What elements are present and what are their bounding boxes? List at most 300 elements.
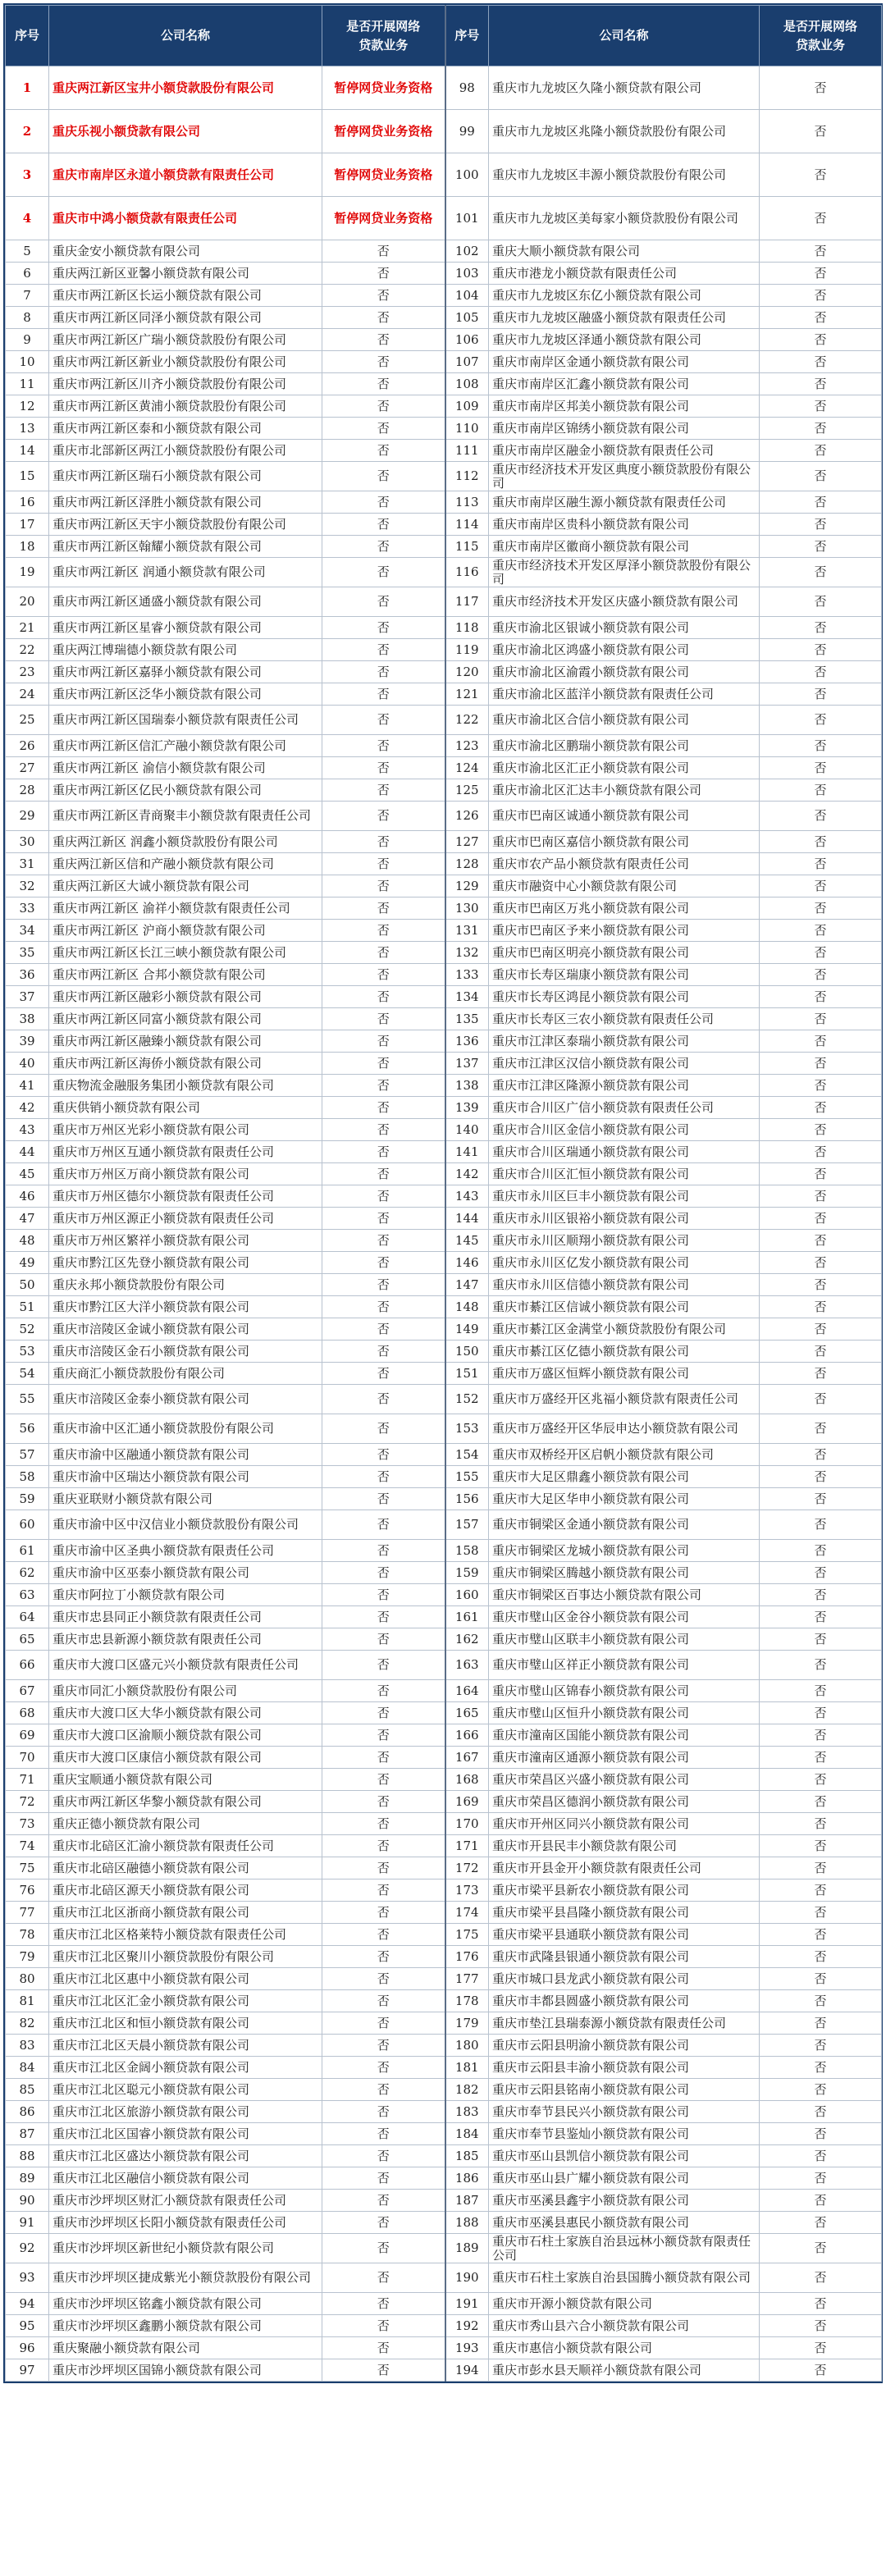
left-company-name-cell: 重庆正德小额贷款有限公司: [49, 1813, 322, 1835]
right-seq-cell: 105: [445, 307, 489, 329]
left-company-name-cell: 重庆市黔江区大洋小额贷款有限公司: [49, 1296, 322, 1318]
right-seq-cell: 107: [445, 351, 489, 373]
right-seq-cell: 185: [445, 2145, 489, 2167]
left-status-cell: 暂停网贷业务资格: [322, 110, 445, 153]
table-row: [6, 1606, 882, 1628]
right-company-name-cell: 重庆市云阳县丰渝小额贷款有限公司: [489, 2057, 760, 2079]
right-company-name-cell: 重庆市綦江区金满堂小额贷款股份有限公司: [489, 1318, 760, 1341]
right-status-cell: 否: [760, 1185, 882, 1208]
right-seq-cell: 152: [445, 1385, 489, 1414]
right-company-name-cell: 重庆市梁平县昌隆小额贷款有限公司: [489, 1902, 760, 1924]
right-seq-cell: 177: [445, 1968, 489, 1990]
right-status-cell: 否: [760, 1606, 882, 1628]
left-company-name-cell: 重庆市江北区盛达小额贷款有限公司: [49, 2145, 322, 2167]
left-seq-cell: 20: [6, 587, 49, 617]
left-status-cell: 否: [322, 757, 445, 779]
table-row: [6, 1141, 882, 1163]
left-status-cell: 否: [322, 558, 445, 587]
left-status-cell: 否: [322, 1341, 445, 1363]
right-seq-cell: 159: [445, 1562, 489, 1584]
table-row: [6, 661, 882, 683]
table-row: [6, 1119, 882, 1141]
right-company-name-cell: 重庆市九龙坡区久隆小额贷款有限公司: [489, 66, 760, 110]
left-seq-cell: 43: [6, 1119, 49, 1141]
right-status-cell: 否: [760, 1628, 882, 1651]
right-status-cell: 否: [760, 1163, 882, 1185]
table-row: [6, 66, 882, 110]
left-seq-cell: 96: [6, 2337, 49, 2359]
left-company-name-cell: 重庆市北碚区融德小额贷款有限公司: [49, 1857, 322, 1879]
left-seq-cell: 55: [6, 1385, 49, 1414]
left-seq-cell: 89: [6, 2167, 49, 2190]
right-status-cell: 否: [760, 2315, 882, 2337]
right-seq-cell: 179: [445, 2012, 489, 2035]
right-seq-cell: 192: [445, 2315, 489, 2337]
right-seq-cell: 178: [445, 1990, 489, 2012]
left-seq-cell: 68: [6, 1702, 49, 1724]
left-company-name-cell: 重庆两江新区亚馨小额贷款有限公司: [49, 263, 322, 285]
right-company-name-cell: 重庆市南岸区锦绣小额贷款有限公司: [489, 418, 760, 440]
table-row: [6, 1296, 882, 1318]
left-company-name-cell: 重庆市两江新区星睿小额贷款有限公司: [49, 617, 322, 639]
right-company-name-cell: 重庆市铜梁区金通小额贷款有限公司: [489, 1510, 760, 1540]
table-row: [6, 153, 882, 197]
left-seq-cell: 10: [6, 351, 49, 373]
left-company-name-cell: 重庆市江北区聚川小额贷款股份有限公司: [49, 1946, 322, 1968]
table-row: [6, 1488, 882, 1510]
right-seq-cell: 191: [445, 2293, 489, 2315]
table-row: [6, 706, 882, 735]
left-seq-cell: 80: [6, 1968, 49, 1990]
table-row: [6, 1791, 882, 1813]
table-row: [6, 2145, 882, 2167]
right-company-name-cell: 重庆市巴南区予来小额贷款有限公司: [489, 920, 760, 942]
right-company-name-cell: 重庆市合川区金信小额贷款有限公司: [489, 1119, 760, 1141]
left-status-cell: 否: [322, 1141, 445, 1163]
right-status-cell: 否: [760, 706, 882, 735]
table-row: [6, 1230, 882, 1252]
left-seq-cell: 30: [6, 831, 49, 853]
right-seq-cell: 143: [445, 1185, 489, 1208]
left-status-cell: 否: [322, 831, 445, 853]
left-company-name-cell: 重庆市两江新区融彩小额贷款有限公司: [49, 986, 322, 1008]
right-company-name-cell: 重庆市渝北区渝霞小额贷款有限公司: [489, 661, 760, 683]
left-company-name-cell: 重庆市两江新区同富小额贷款有限公司: [49, 1008, 322, 1030]
left-seq-cell: 42: [6, 1097, 49, 1119]
left-seq-cell: 41: [6, 1075, 49, 1097]
left-company-name-cell: 重庆市渝中区圣典小额贷款有限责任公司: [49, 1540, 322, 1562]
table-row: [6, 2101, 882, 2123]
left-company-name-cell: 重庆市沙坪坝区鑫鹏小额贷款有限公司: [49, 2315, 322, 2337]
right-status-cell: 否: [760, 1769, 882, 1791]
left-seq-cell: 93: [6, 2263, 49, 2293]
left-company-name-cell: 重庆市万州区万商小额贷款有限公司: [49, 1163, 322, 1185]
left-company-name-cell: 重庆市江北区国睿小额贷款有限公司: [49, 2123, 322, 2145]
left-status-cell: 否: [322, 1857, 445, 1879]
table-row: [6, 263, 882, 285]
left-company-name-cell: 重庆市万州区互通小额贷款有限责任公司: [49, 1141, 322, 1163]
right-status-cell: 否: [760, 964, 882, 986]
right-seq-cell: 140: [445, 1119, 489, 1141]
right-company-name-cell: 重庆市璧山区联丰小额贷款有限公司: [489, 1628, 760, 1651]
right-seq-cell: 180: [445, 2035, 489, 2057]
right-company-name-cell: 重庆市永川区巨丰小额贷款有限公司: [489, 1185, 760, 1208]
left-status-cell: 否: [322, 1946, 445, 1968]
header-seq-left: 序号: [6, 6, 49, 66]
right-seq-cell: 101: [445, 197, 489, 240]
right-status-cell: 否: [760, 558, 882, 587]
right-status-cell: 否: [760, 639, 882, 661]
left-company-name-cell: 重庆市两江新区同泽小额贷款有限公司: [49, 307, 322, 329]
left-seq-cell: 44: [6, 1141, 49, 1163]
table-header-row: [6, 6, 882, 66]
right-seq-cell: 125: [445, 779, 489, 802]
left-company-name-cell: 重庆市两江新区嘉驿小额贷款有限公司: [49, 661, 322, 683]
right-company-name-cell: 重庆市奉节县鉴灿小额贷款有限公司: [489, 2123, 760, 2145]
right-seq-cell: 134: [445, 986, 489, 1008]
left-seq-cell: 94: [6, 2293, 49, 2315]
left-status-cell: 否: [322, 1879, 445, 1902]
table-row: [6, 1252, 882, 1274]
left-seq-cell: 45: [6, 1163, 49, 1185]
table-row: [6, 2234, 882, 2263]
right-company-name-cell: 重庆市铜梁区龙城小额贷款有限公司: [489, 1540, 760, 1562]
right-status-cell: 否: [760, 802, 882, 831]
right-status-cell: 否: [760, 2101, 882, 2123]
left-seq-cell: 31: [6, 853, 49, 875]
right-status-cell: 否: [760, 2167, 882, 2190]
left-status-cell: 否: [322, 351, 445, 373]
left-company-name-cell: 重庆市两江新区泛华小额贷款有限公司: [49, 683, 322, 706]
right-status-cell: 否: [760, 853, 882, 875]
right-status-cell: 否: [760, 2190, 882, 2212]
table-row: [6, 1990, 882, 2012]
left-status-cell: 否: [322, 1208, 445, 1230]
right-status-cell: 否: [760, 2145, 882, 2167]
table-row: [6, 536, 882, 558]
table-row: [6, 1075, 882, 1097]
right-company-name-cell: 重庆市巴南区诚通小额贷款有限公司: [489, 802, 760, 831]
left-status-cell: 否: [322, 1488, 445, 1510]
right-seq-cell: 155: [445, 1466, 489, 1488]
right-company-name-cell: 重庆市璧山区恒升小额贷款有限公司: [489, 1702, 760, 1724]
right-company-name-cell: 重庆市江津区泰瑞小额贷款有限公司: [489, 1030, 760, 1053]
left-status-cell: 否: [322, 1274, 445, 1296]
left-seq-cell: 63: [6, 1584, 49, 1606]
right-status-cell: 否: [760, 1990, 882, 2012]
left-seq-cell: 26: [6, 735, 49, 757]
right-company-name-cell: 重庆市南岸区金通小额贷款有限公司: [489, 351, 760, 373]
table-row: [6, 2012, 882, 2035]
right-company-name-cell: 重庆市万盛经开区华辰申达小额贷款有限公司: [489, 1414, 760, 1444]
table-row: [6, 2035, 882, 2057]
left-seq-cell: 70: [6, 1747, 49, 1769]
right-status-cell: 否: [760, 240, 882, 263]
right-status-cell: 否: [760, 1488, 882, 1510]
table-row: [6, 587, 882, 617]
left-seq-cell: 66: [6, 1651, 49, 1680]
right-company-name-cell: 重庆市开州区同兴小额贷款有限公司: [489, 1813, 760, 1835]
left-status-cell: 否: [322, 395, 445, 418]
table-row: [6, 558, 882, 587]
right-status-cell: 否: [760, 2079, 882, 2101]
left-seq-cell: 13: [6, 418, 49, 440]
right-company-name-cell: 重庆市丰都县圆盛小额贷款有限公司: [489, 1990, 760, 2012]
left-seq-cell: 2: [6, 110, 49, 153]
right-status-cell: 否: [760, 2359, 882, 2382]
left-seq-cell: 29: [6, 802, 49, 831]
table-row: [6, 639, 882, 661]
table-row: [6, 329, 882, 351]
right-seq-cell: 108: [445, 373, 489, 395]
right-company-name-cell: 重庆市开县民丰小额贷款有限公司: [489, 1835, 760, 1857]
right-seq-cell: 173: [445, 1879, 489, 1902]
left-seq-cell: 34: [6, 920, 49, 942]
left-seq-cell: 38: [6, 1008, 49, 1030]
left-status-cell: 否: [322, 373, 445, 395]
header-status-right: [760, 6, 882, 66]
left-status-cell: 否: [322, 1318, 445, 1341]
table-row: [6, 875, 882, 897]
left-company-name-cell: 重庆市黔江区先登小额贷款有限公司: [49, 1252, 322, 1274]
right-status-cell: 否: [760, 1208, 882, 1230]
left-seq-cell: 64: [6, 1606, 49, 1628]
right-seq-cell: 139: [445, 1097, 489, 1119]
left-status-cell: 否: [322, 440, 445, 462]
table-row: [6, 1946, 882, 1968]
table-row: [6, 2212, 882, 2234]
left-company-name-cell: 重庆市忠县同正小额贷款有限责任公司: [49, 1606, 322, 1628]
left-seq-cell: 67: [6, 1680, 49, 1702]
header-name-left: 公司名称: [49, 6, 322, 66]
right-company-name-cell: 重庆市云阳县铭南小额贷款有限公司: [489, 2079, 760, 2101]
left-seq-cell: 57: [6, 1444, 49, 1466]
right-company-name-cell: 重庆市铜梁区腾越小额贷款有限公司: [489, 1562, 760, 1584]
right-seq-cell: 131: [445, 920, 489, 942]
table-row: [6, 897, 882, 920]
right-status-cell: 否: [760, 1097, 882, 1119]
left-seq-cell: 83: [6, 2035, 49, 2057]
table-row: [6, 831, 882, 853]
left-seq-cell: 88: [6, 2145, 49, 2167]
right-company-name-cell: 重庆市巴南区万兆小额贷款有限公司: [489, 897, 760, 920]
left-status-cell: 否: [322, 802, 445, 831]
right-company-name-cell: 重庆市荣昌区德润小额贷款有限公司: [489, 1791, 760, 1813]
left-company-name-cell: 重庆市北碚区源天小额贷款有限公司: [49, 1879, 322, 1902]
left-status-cell: 暂停网贷业务资格: [322, 197, 445, 240]
left-company-name-cell: 重庆乐视小额贷款有限公司: [49, 110, 322, 153]
right-company-name-cell: 重庆市渝北区汇达丰小额贷款有限公司: [489, 779, 760, 802]
left-seq-cell: 79: [6, 1946, 49, 1968]
right-seq-cell: 145: [445, 1230, 489, 1252]
left-seq-cell: 27: [6, 757, 49, 779]
right-status-cell: 否: [760, 1444, 882, 1466]
left-seq-cell: 50: [6, 1274, 49, 1296]
table-row: [6, 2190, 882, 2212]
left-seq-cell: 16: [6, 491, 49, 514]
left-company-name-cell: 重庆两江博瑞德小额贷款有限公司: [49, 639, 322, 661]
table-row: [6, 1680, 882, 1702]
right-seq-cell: 156: [445, 1488, 489, 1510]
right-status-cell: 否: [760, 1584, 882, 1606]
left-status-cell: 否: [322, 2167, 445, 2190]
right-status-cell: 否: [760, 2263, 882, 2293]
left-status-cell: 否: [322, 2234, 445, 2263]
right-status-cell: 否: [760, 2293, 882, 2315]
left-company-name-cell: 重庆市两江新区川齐小额贷款股份有限公司: [49, 373, 322, 395]
right-status-cell: 否: [760, 1791, 882, 1813]
right-seq-cell: 124: [445, 757, 489, 779]
right-status-cell: 否: [760, 1651, 882, 1680]
right-company-name-cell: 重庆市潼南区通源小额贷款有限公司: [489, 1747, 760, 1769]
right-seq-cell: 162: [445, 1628, 489, 1651]
right-seq-cell: 115: [445, 536, 489, 558]
left-status-cell: 否: [322, 683, 445, 706]
left-status-cell: 暂停网贷业务资格: [322, 66, 445, 110]
right-company-name-cell: 重庆市九龙坡区兆隆小额贷款股份有限公司: [489, 110, 760, 153]
right-company-name-cell: 重庆市九龙坡区美每家小额贷款股份有限公司: [489, 197, 760, 240]
right-company-name-cell: 重庆市渝北区汇正小额贷款有限公司: [489, 757, 760, 779]
table-row: [6, 285, 882, 307]
left-status-cell: 否: [322, 2359, 445, 2382]
right-status-cell: 否: [760, 1562, 882, 1584]
left-status-cell: 暂停网贷业务资格: [322, 153, 445, 197]
left-status-cell: 否: [322, 1968, 445, 1990]
right-status-cell: 否: [760, 197, 882, 240]
table-row: [6, 1008, 882, 1030]
table-row: [6, 986, 882, 1008]
left-company-name-cell: 重庆市万州区繁祥小额贷款有限公司: [49, 1230, 322, 1252]
right-company-name-cell: 重庆市垫江县瑞泰源小额贷款有限责任公司: [489, 2012, 760, 2035]
table-row: [6, 373, 882, 395]
right-status-cell: 否: [760, 831, 882, 853]
left-status-cell: 否: [322, 1385, 445, 1414]
table-row: [6, 240, 882, 263]
left-status-cell: 否: [322, 1651, 445, 1680]
left-status-cell: 否: [322, 307, 445, 329]
left-company-name-cell: 重庆市江北区金阔小额贷款有限公司: [49, 2057, 322, 2079]
left-company-name-cell: 重庆宝顺通小额贷款有限公司: [49, 1769, 322, 1791]
table-row: [6, 1363, 882, 1385]
header-status-line2: 贷款业务: [795, 37, 845, 53]
left-seq-cell: 14: [6, 440, 49, 462]
right-seq-cell: 165: [445, 1702, 489, 1724]
left-seq-cell: 91: [6, 2212, 49, 2234]
left-company-name-cell: 重庆市江北区浙商小额贷款有限公司: [49, 1902, 322, 1924]
left-company-name-cell: 重庆市两江新区瑞石小额贷款有限公司: [49, 462, 322, 491]
right-company-name-cell: 重庆市九龙坡区融盛小额贷款有限责任公司: [489, 307, 760, 329]
right-seq-cell: 117: [445, 587, 489, 617]
right-status-cell: 否: [760, 2212, 882, 2234]
table-row: [6, 1879, 882, 1902]
table-row: [6, 735, 882, 757]
left-seq-cell: 12: [6, 395, 49, 418]
right-seq-cell: 126: [445, 802, 489, 831]
right-seq-cell: 184: [445, 2123, 489, 2145]
left-status-cell: 否: [322, 942, 445, 964]
left-company-name-cell: 重庆市北部新区两江小额贷款股份有限公司: [49, 440, 322, 462]
right-seq-cell: 157: [445, 1510, 489, 1540]
left-status-cell: 否: [322, 1924, 445, 1946]
right-status-cell: 否: [760, 1702, 882, 1724]
left-company-name-cell: 重庆市两江新区翰耀小额贷款有限公司: [49, 536, 322, 558]
right-status-cell: 否: [760, 1053, 882, 1075]
right-company-name-cell: 重庆市合川区广信小额贷款有限责任公司: [489, 1097, 760, 1119]
right-status-cell: 否: [760, 395, 882, 418]
header-seq-right: 序号: [445, 6, 489, 66]
left-seq-cell: 95: [6, 2315, 49, 2337]
right-company-name-cell: 重庆市渝北区鹏瑞小额贷款有限公司: [489, 735, 760, 757]
right-status-cell: 否: [760, 373, 882, 395]
left-status-cell: 否: [322, 2101, 445, 2123]
left-seq-cell: 33: [6, 897, 49, 920]
left-status-cell: 否: [322, 2212, 445, 2234]
right-company-name-cell: 重庆市开源小额贷款有限公司: [489, 2293, 760, 2315]
table-row: [6, 1835, 882, 1857]
left-status-cell: 否: [322, 1606, 445, 1628]
left-company-name-cell: 重庆市沙坪坝区财汇小额贷款有限责任公司: [49, 2190, 322, 2212]
right-status-cell: 否: [760, 1230, 882, 1252]
right-seq-cell: 110: [445, 418, 489, 440]
right-seq-cell: 176: [445, 1946, 489, 1968]
table-row: [6, 395, 882, 418]
right-status-cell: 否: [760, 683, 882, 706]
left-status-cell: 否: [322, 1296, 445, 1318]
right-seq-cell: 114: [445, 514, 489, 536]
left-company-name-cell: 重庆市沙坪坝区国锦小额贷款有限公司: [49, 2359, 322, 2382]
left-company-name-cell: 重庆商汇小额贷款股份有限公司: [49, 1363, 322, 1385]
left-seq-cell: 81: [6, 1990, 49, 2012]
right-status-cell: 否: [760, 66, 882, 110]
table-row: [6, 491, 882, 514]
left-company-name-cell: 重庆两江新区大诚小额贷款有限公司: [49, 875, 322, 897]
left-seq-cell: 56: [6, 1414, 49, 1444]
left-seq-cell: 3: [6, 153, 49, 197]
right-company-name-cell: 重庆市巫山县凯信小额贷款有限公司: [489, 2145, 760, 2167]
right-seq-cell: 147: [445, 1274, 489, 1296]
right-company-name-cell: 重庆市长寿区鸿昆小额贷款有限公司: [489, 986, 760, 1008]
left-company-name-cell: 重庆供销小额贷款有限公司: [49, 1097, 322, 1119]
right-company-name-cell: 重庆市惠信小额贷款有限公司: [489, 2337, 760, 2359]
left-company-name-cell: 重庆市万州区光彩小额贷款有限公司: [49, 1119, 322, 1141]
left-status-cell: 否: [322, 2337, 445, 2359]
right-seq-cell: 189: [445, 2234, 489, 2263]
left-status-cell: 否: [322, 1119, 445, 1141]
left-status-cell: 否: [322, 639, 445, 661]
header-status-left: [322, 6, 445, 66]
right-company-name-cell: 重庆市合川区汇恒小额贷款有限公司: [489, 1163, 760, 1185]
left-seq-cell: 17: [6, 514, 49, 536]
table-row: [6, 440, 882, 462]
right-seq-cell: 151: [445, 1363, 489, 1385]
right-company-name-cell: 重庆市开县金开小额贷款有限责任公司: [489, 1857, 760, 1879]
left-seq-cell: 58: [6, 1466, 49, 1488]
left-seq-cell: 75: [6, 1857, 49, 1879]
right-company-name-cell: 重庆市九龙坡区东亿小额贷款有限公司: [489, 285, 760, 307]
table-body: [6, 66, 882, 2382]
left-seq-cell: 77: [6, 1902, 49, 1924]
right-company-name-cell: 重庆市梁平县新农小额贷款有限公司: [489, 1879, 760, 1902]
header-name-right: 公司名称: [489, 6, 760, 66]
right-seq-cell: 113: [445, 491, 489, 514]
table-row: [6, 110, 882, 153]
left-company-name-cell: 重庆物流金融服务集团小额贷款有限公司: [49, 1075, 322, 1097]
right-status-cell: 否: [760, 514, 882, 536]
left-seq-cell: 49: [6, 1252, 49, 1274]
right-seq-cell: 160: [445, 1584, 489, 1606]
left-status-cell: 否: [322, 491, 445, 514]
right-company-name-cell: 重庆市江津区隆源小额贷款有限公司: [489, 1075, 760, 1097]
